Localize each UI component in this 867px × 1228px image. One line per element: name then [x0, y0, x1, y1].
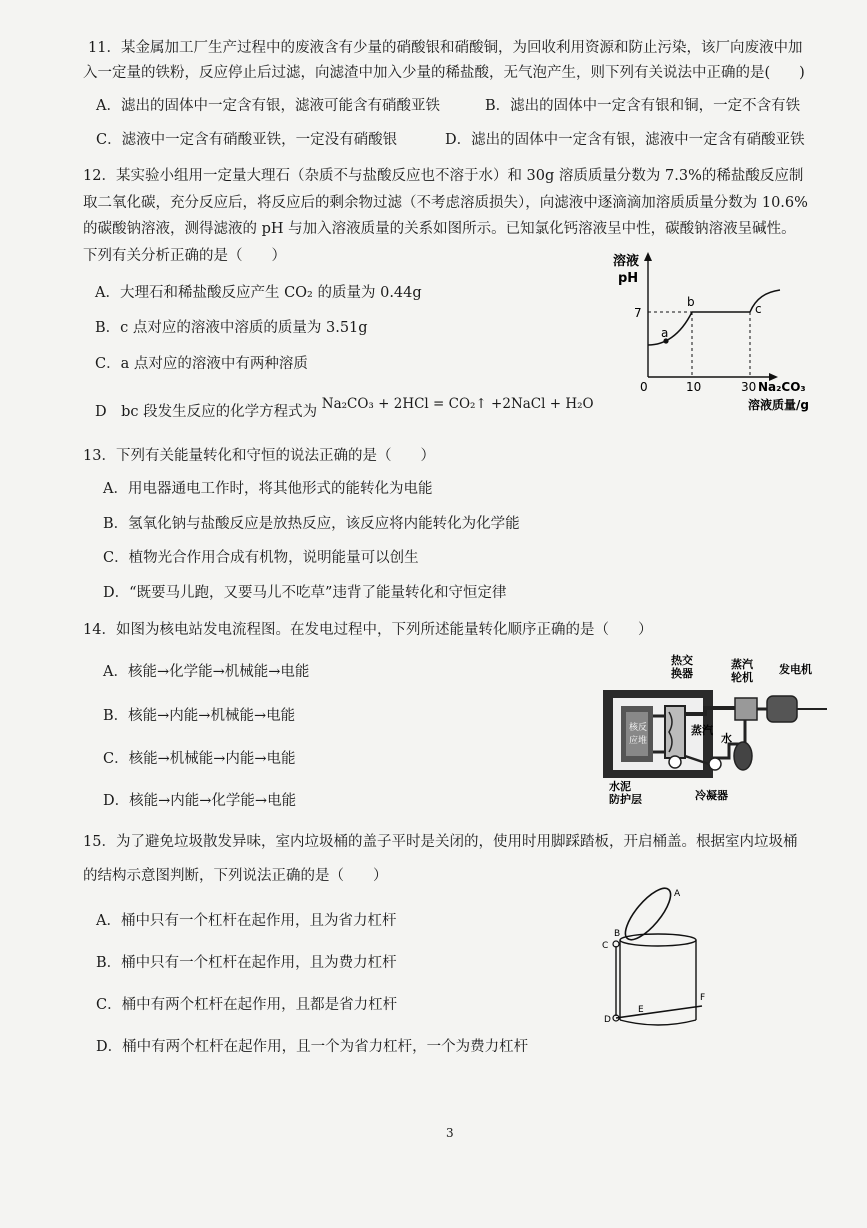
q12-option-d — [95, 396, 594, 422]
chart-x-tick-10: 10 — [686, 380, 702, 394]
label-point-e: E — [638, 1005, 644, 1015]
q12-option-b: B．c 点对应的溶液中溶质的质量为 3.51g — [95, 320, 368, 336]
label-point-a: A — [674, 889, 681, 899]
q15-option-c: C．桶中有两个杠杆在起作用，且都是省力杠杆 — [96, 997, 398, 1013]
bin-bottom — [620, 1020, 696, 1025]
chart-y-tick-7: 7 — [634, 306, 642, 320]
q11-option-c: C．滤液中一定含有硝酸亚铁，一定没有硝酸银 — [96, 132, 398, 148]
q15-stem-line-1: 15．为了避免垃圾散发异味，室内垃圾桶的盖子平时是关闭的，使用时用脚踩踏板，开启桶盖。根据室内垃圾桶 — [83, 834, 798, 850]
pedal-lever — [616, 1006, 702, 1018]
label-turbine-2: 轮机 — [731, 671, 753, 684]
q11-option-d: D．滤出的固体中一定含有银，滤液中一定含有硝酸亚铁 — [445, 132, 805, 148]
q11-stem-line-1: 11．某金属加工厂生产过程中的废液含有少量的硝酸银和硝酸铜，为回收利用资源和防止污染，该厂向废液中加 — [88, 40, 803, 56]
q13-option-b: B．氢氧化钠与盐酸反应是放热反应，该反应将内能转化为化学能 — [103, 516, 520, 532]
q12-stem-line-2: 取二氧化碳，充分反应后，将反应后的剩余物过滤（不考虑溶质损失），向滤液中逐滴滴加溶质质量分数为 10.6% — [83, 195, 808, 211]
primary-pump-icon — [669, 756, 681, 768]
heat-exchanger — [665, 706, 685, 758]
q14-nuclear-diagram — [595, 652, 835, 804]
q13-option-a: A．用电器通电工作时，将其他形式的能转化为电能 — [103, 481, 433, 497]
chart-x-label-2: 溶液质量/g — [748, 398, 809, 412]
generator-icon — [767, 696, 797, 722]
q14-option-a: A．核能→化学能→机械能→电能 — [103, 664, 310, 680]
label-point-d: D — [604, 1015, 611, 1025]
q13-option-d: D．“既要马儿跑，又要马儿不吃草”违背了能量转化和守恒定律 — [103, 585, 507, 601]
q12-stem-line-3: 的碳酸钠溶液，测得滤液的 pH 与加入溶液质量的关系如图所示。已知氯化钙溶液呈中性，碳酸钠溶液呈碱性。 — [83, 221, 796, 237]
q12-stem-line-4: 下列有关分析正确的是（ ） — [83, 248, 286, 264]
q12-option-a: A．大理石和稀盐酸反应产生 CO₂ 的质量为 0.44g — [95, 285, 422, 301]
reactor-core — [626, 712, 648, 756]
q14-option-d: D．核能→内能→化学能→电能 — [103, 793, 297, 809]
label-heat-exchanger-2: 换器 — [671, 667, 693, 680]
label-point-f: F — [700, 993, 706, 1003]
q15-option-b: B．桶中只有一个杠杆在起作用，且为费力杠杆 — [96, 955, 397, 971]
page-number: 3 — [446, 1126, 454, 1140]
label-reactor-1: 核反 — [629, 723, 648, 733]
q11-option-a: A．滤出的固体中一定含有银，滤液可能含有硝酸亚铁 — [96, 98, 440, 114]
q15-stem-line-2: 的结构示意图判断，下列说法正确的是（ ） — [83, 868, 388, 884]
q14-option-b: B．核能→内能→机械能→电能 — [103, 708, 296, 724]
condenser-icon — [734, 742, 752, 770]
label-heat-exchanger-1: 热交 — [671, 654, 693, 667]
q13-option-c: C．植物光合作用合成有机物，说明能量可以创生 — [103, 550, 419, 566]
chart-y-label-1: 溶液 — [613, 254, 640, 269]
chart-y-axis-arrow — [644, 252, 652, 261]
label-cement-2: 防护层 — [609, 793, 642, 804]
q15-option-a: A．桶中只有一个杠杆在起作用，且为省力杠杆 — [96, 913, 397, 929]
chart-origin: 0 — [640, 380, 648, 394]
label-generator: 发电机 — [779, 663, 812, 676]
feed-pump-icon — [709, 758, 721, 770]
label-point-b: B — [614, 929, 621, 939]
q12-option-c: C．a 点对应的溶液中有两种溶质 — [95, 356, 308, 372]
q11-stem-line-2: 入一定量的铁粉，反应停止后过滤，向滤渣中加入少量的稀盐酸，无气泡产生，则下列有关说法中正确的是( ) — [83, 65, 805, 81]
q14-option-c: C．核能→机械能→内能→电能 — [103, 751, 296, 767]
chart-point-b: b — [687, 295, 695, 309]
chart-x-label-1: Na₂CO₃ — [758, 380, 806, 394]
chart-point-a: a — [661, 326, 669, 340]
label-point-c: C — [602, 941, 609, 951]
chart-x-tick-30: 30 — [741, 380, 757, 394]
q12-ph-chart — [600, 244, 830, 414]
q12-stem-line-1: 12．某实验小组用一定量大理石（杂质不与盐酸反应也不溶于水）和 30g 溶质质量分数为 7.3%的稀盐酸反应制 — [83, 168, 804, 184]
label-condenser: 冷凝器 — [695, 789, 728, 802]
q15-option-d: D．桶中有两个杠杆在起作用，且一个为省力杠杆，一个为费力杠杆 — [96, 1039, 529, 1055]
q15-trash-bin-diagram — [598, 880, 718, 1030]
chart-y-label-2: pH — [618, 271, 639, 286]
q13-stem: 13．下列有关能量转化和守恒的说法正确的是（ ） — [83, 448, 435, 464]
q14-stem: 14．如图为核电站发电流程图。在发电过程中，下列所述能量转化顺序正确的是（ ） — [83, 622, 653, 638]
q12-option-d-equation: Na₂CO₃ + 2HCl = CO₂↑ +2NaCl + H₂O — [321, 396, 594, 412]
label-steam: 蒸汽 — [691, 724, 713, 737]
steam-turbine — [735, 698, 757, 720]
label-reactor-2: 应堆 — [629, 736, 648, 746]
label-turbine-1: 蒸汽 — [731, 658, 753, 671]
label-water: 水 — [721, 732, 732, 745]
label-cement-1: 水泥 — [609, 780, 631, 793]
chart-point-c: c — [755, 302, 762, 316]
q11-option-b: B．滤出的固体中一定含有银和铜，一定不含有铁 — [485, 98, 801, 114]
q12-option-d-prefix: D bc 段发生反应的化学方程式为 — [95, 404, 318, 420]
